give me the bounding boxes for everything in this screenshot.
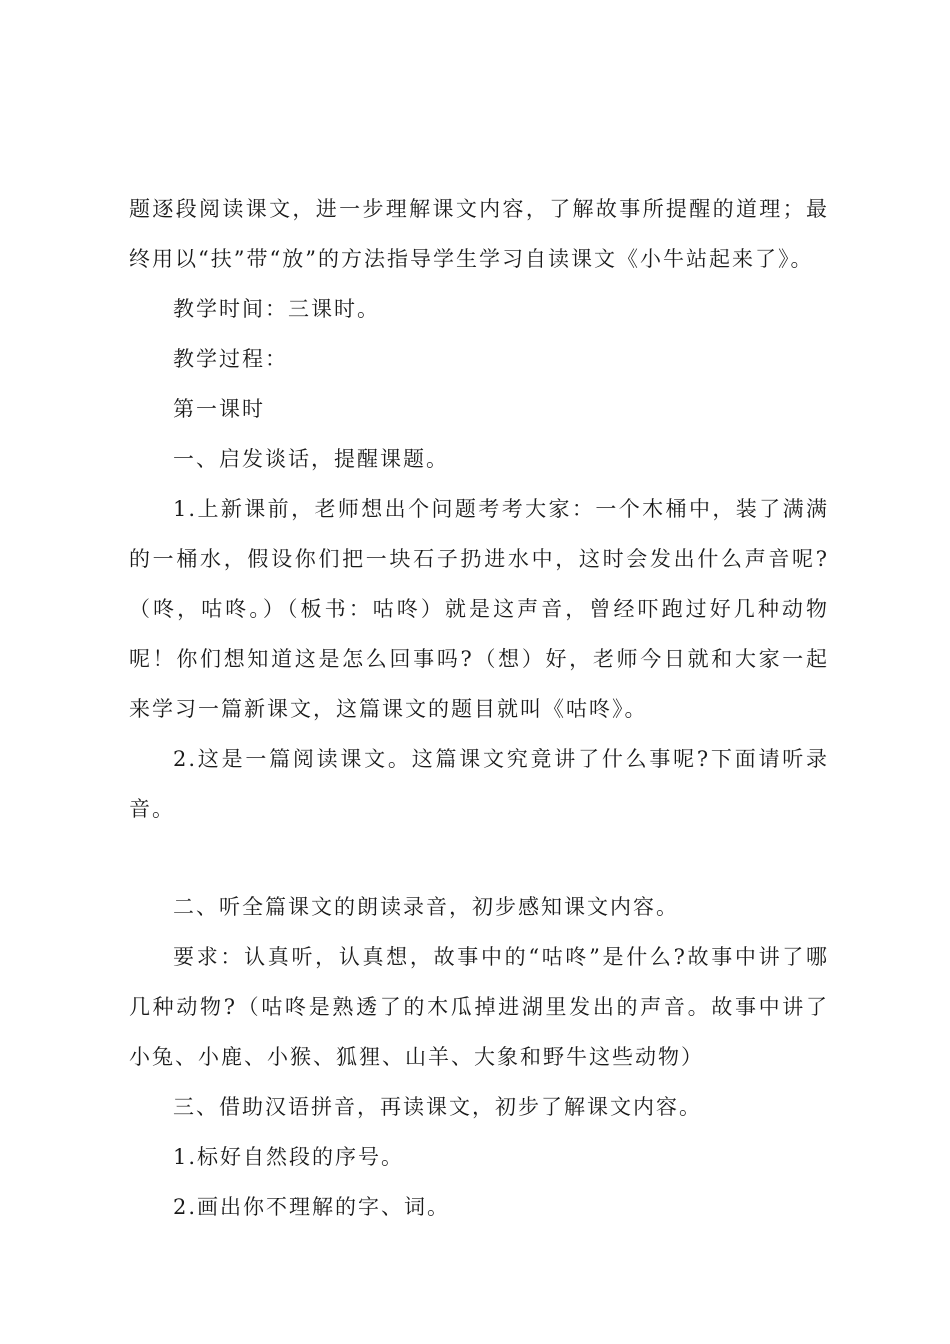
paragraph-step-1-2: 2.这是一篇阅读课文。这篇课文究竟讲了什么事呢?下面请听录音。 bbox=[129, 747, 829, 821]
paragraph-step-1-1: 1.上新课前，老师想出个问题考考大家：一个木桶中，装了满满的一桶水，假设你们把一块石子扔进水中，这时会发出什么声音呢?（咚，咕咚。）（板书：咕咚）就是这声音，曾经吓跑过好几种动物呢！你们想知道这是怎么回事吗?（想）好，老师今日就和大家一起来学习一篇新课文，这篇课文的题目就叫《咕咚》。 bbox=[129, 497, 829, 721]
paragraph-teaching-process-heading: 教学过程： bbox=[173, 347, 288, 371]
paragraph-step-3-2: 2.画出你不理解的字、词。 bbox=[173, 1195, 451, 1219]
paragraph-section-two-heading: 二、听全篇课文的朗读录音，初步感知课文内容。 bbox=[173, 895, 679, 919]
paragraph-intro-continuation: 题逐段阅读课文，进一步理解课文内容，了解故事所提醒的道理；最终用以“扶”带“放”的方法指导学生学习自读课文《小牛站起来了》。 bbox=[129, 197, 829, 271]
paragraph-teaching-time: 教学时间：三课时。 bbox=[173, 297, 380, 321]
paragraph-section-one-heading: 一、启发谈话，提醒课题。 bbox=[173, 447, 449, 471]
paragraph-section-three-heading: 三、借助汉语拼音，再读课文，初步了解课文内容。 bbox=[173, 1095, 702, 1119]
paragraph-step-3-1: 1.标好自然段的序号。 bbox=[173, 1145, 405, 1169]
paragraph-spacer bbox=[129, 834, 829, 882]
paragraph-first-lesson-heading: 第一课时 bbox=[173, 397, 265, 421]
paragraph-requirements: 要求：认真听，认真想，故事中的“咕咚”是什么?故事中讲了哪几种动物?（咕咚是熟透了的木瓜掉进湖里发出的声音。故事中讲了小兔、小鹿、小猴、狐狸、山羊、大象和野牛这些动物） bbox=[129, 945, 829, 1069]
document-body bbox=[129, 184, 829, 1232]
